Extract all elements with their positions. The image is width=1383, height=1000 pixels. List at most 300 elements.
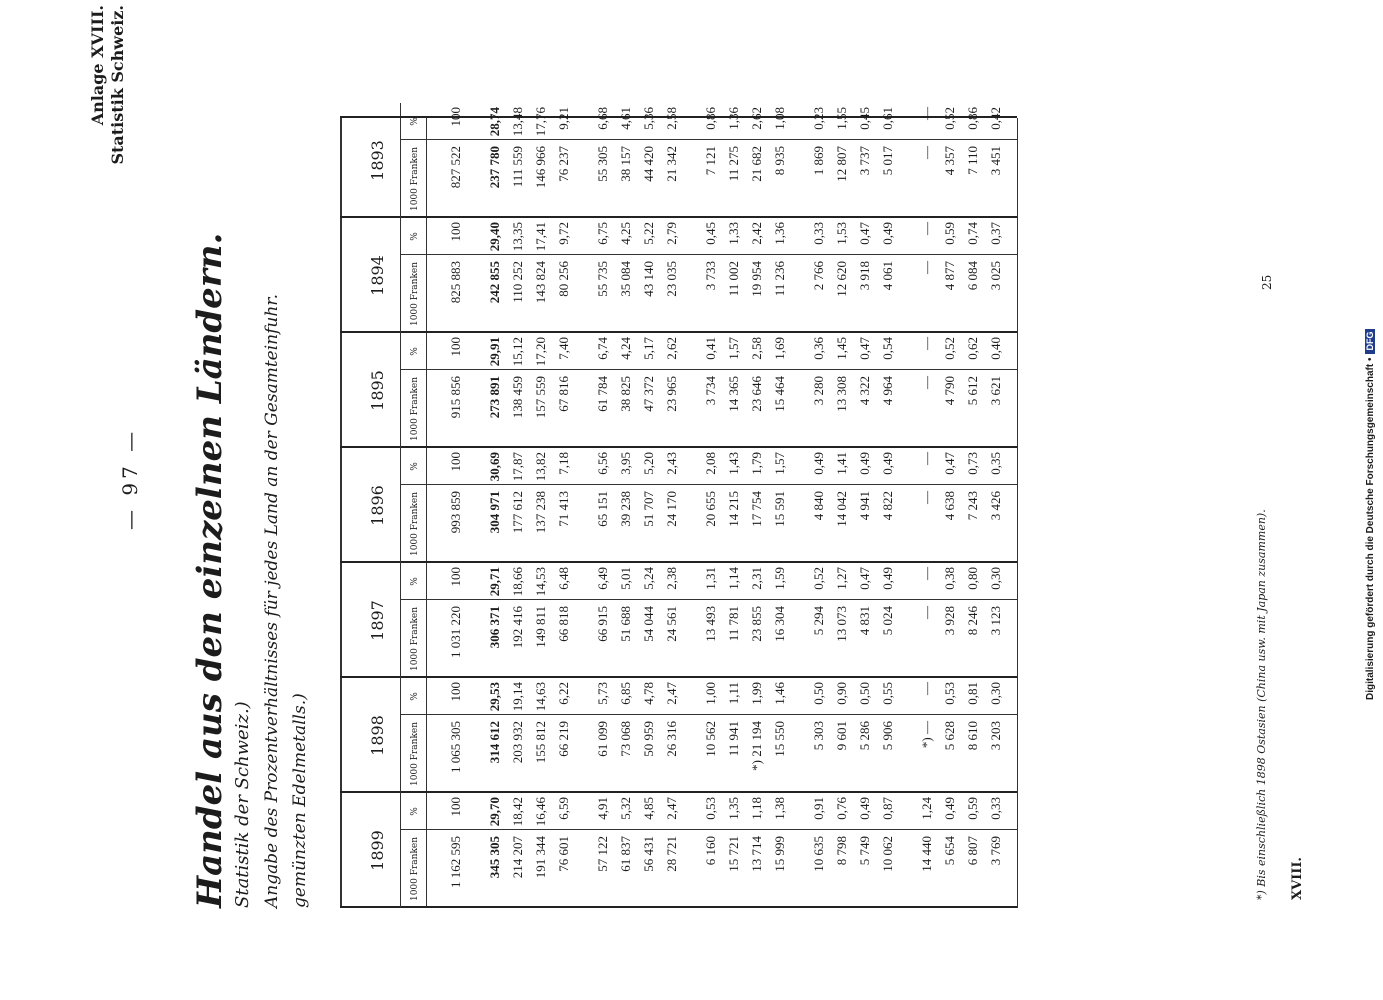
percent-cell: 2,62 [749, 107, 764, 130]
value-cell: 14 440 [919, 836, 934, 872]
percent-cell: 6,68 [595, 107, 610, 130]
year-header: 1896 [368, 485, 387, 526]
value-cell: 24 561 [664, 606, 679, 642]
percent-cell: 0,37 [988, 222, 1003, 245]
value-cell: 3 928 [942, 606, 957, 636]
percent-cell: 100 [448, 107, 463, 127]
value-cell: 146 966 [533, 146, 548, 189]
percent-cell: 1,31 [703, 567, 718, 590]
percent-cell: 9,21 [556, 107, 571, 130]
year-rule [400, 333, 401, 448]
digitization-text: Digitalisierung gefördert durch die Deutsche Forschungsgemeinschaft • [1365, 357, 1376, 700]
value-cell: 51 707 [641, 491, 656, 527]
value-cell: 13 493 [703, 606, 718, 642]
value-cell: 44 420 [641, 146, 656, 182]
percent-cell: 5,24 [641, 567, 656, 590]
percent-cell: 7,40 [556, 337, 571, 360]
percent-cell: 0,35 [988, 452, 1003, 475]
value-cell: 56 431 [641, 836, 656, 872]
percent-cell: — [919, 567, 934, 580]
value-cell: 3 123 [988, 606, 1003, 636]
value-cell: 80 256 [556, 261, 571, 297]
value-cell: 26 316 [664, 721, 679, 757]
value-cell: 71 413 [556, 491, 571, 527]
percent-cell: 1,59 [772, 567, 787, 590]
percent-cell: 5,17 [641, 337, 656, 360]
percent-cell: 1,00 [703, 682, 718, 705]
column-header-percent: % [410, 692, 420, 701]
percent-cell: 0,55 [880, 682, 895, 705]
percent-cell: 17,87 [510, 452, 525, 482]
percent-cell: 4,78 [641, 682, 656, 705]
percent-cell: — [919, 222, 934, 235]
percent-cell: 14,53 [533, 567, 548, 597]
percent-cell: 6,48 [556, 567, 571, 590]
year-header: 1895 [368, 370, 387, 411]
value-cell: 3 621 [988, 376, 1003, 406]
percent-cell: 2,42 [749, 222, 764, 245]
percent-cell: 0,49 [880, 567, 895, 590]
year-header: 1893 [368, 140, 387, 181]
value-cell: 1 065 305 [448, 721, 463, 773]
value-cell: 61 784 [595, 376, 610, 412]
value-cell: 12 620 [834, 261, 849, 297]
percent-cell: 13,48 [510, 107, 525, 137]
value-cell: *) 21 194 [749, 721, 764, 771]
value-cell: 23 035 [664, 261, 679, 297]
percent-cell: 0,47 [857, 567, 872, 590]
column-header-percent: % [410, 807, 420, 816]
percent-cell: 100 [448, 682, 463, 702]
percent-cell: 6,75 [595, 222, 610, 245]
percent-cell: 0,49 [880, 222, 895, 245]
value-cell: 61 837 [618, 836, 633, 872]
percent-cell: 2,43 [664, 452, 679, 475]
value-cell: 3 451 [988, 146, 1003, 176]
value-cell: 23 646 [749, 376, 764, 412]
value-cell: 13 714 [749, 836, 764, 872]
percent-cell: 28,74 [487, 107, 502, 137]
percent-cell: 1,36 [772, 222, 787, 245]
value-cell: 65 151 [595, 491, 610, 527]
description-line-1: Angabe des Prozentverhältnisses für jedes Land an der Gesamteinfuhr. [262, 294, 282, 908]
value-cell: 825 883 [448, 261, 463, 304]
value-cell: 51 688 [618, 606, 633, 642]
value-cell: 306 371 [487, 606, 502, 649]
value-cell: 3 734 [703, 376, 718, 406]
value-cell: — [919, 146, 934, 159]
value-cell: 16 304 [772, 606, 787, 642]
percent-cell: 1,43 [726, 452, 741, 475]
percent-cell: 30,69 [487, 452, 502, 482]
value-cell: 1 162 595 [448, 836, 463, 888]
column-header-percent: % [410, 347, 420, 356]
value-cell: 35 084 [618, 261, 633, 297]
percent-cell: 2,47 [664, 682, 679, 705]
column-header-value: 1000 Franken [410, 721, 420, 787]
value-cell: 76 601 [556, 836, 571, 872]
value-cell: 4 964 [880, 376, 895, 406]
value-cell: 23 855 [749, 606, 764, 642]
percent-cell: 0,76 [834, 797, 849, 820]
percent-cell: 5,22 [641, 222, 656, 245]
percent-cell: 29,91 [487, 337, 502, 367]
percent-cell: 0,49 [880, 452, 895, 475]
percent-cell: 0,30 [988, 567, 1003, 590]
value-cell: 5 024 [880, 606, 895, 636]
value-cell: 11 002 [726, 261, 741, 297]
value-cell: 8 935 [772, 146, 787, 176]
percent-cell: 2,79 [664, 222, 679, 245]
percent-cell: 1,27 [834, 567, 849, 590]
percent-cell: 0,59 [942, 222, 957, 245]
percent-cell: 1,36 [726, 107, 741, 130]
percent-cell: 2,58 [749, 337, 764, 360]
percent-cell: 13,35 [510, 222, 525, 252]
percent-cell: 3,95 [618, 452, 633, 475]
value-cell: 7 243 [965, 491, 980, 521]
percent-cell: 0,52 [811, 567, 826, 590]
value-cell: 5 749 [857, 836, 872, 866]
percent-cell: 9,72 [556, 222, 571, 245]
percent-cell: 0,90 [834, 682, 849, 705]
percent-cell: 6,85 [618, 682, 633, 705]
value-cell: 24 170 [664, 491, 679, 527]
value-cell: 54 044 [641, 606, 656, 642]
percent-cell: 0,52 [942, 107, 957, 130]
value-cell: 23 965 [664, 376, 679, 412]
percent-cell: 1,79 [749, 452, 764, 475]
percent-cell: 5,20 [641, 452, 656, 475]
percent-cell: 5,32 [618, 797, 633, 820]
value-cell: 66 915 [595, 606, 610, 642]
table-bottom-rule [1017, 118, 1018, 908]
percent-cell: 0,38 [942, 567, 957, 590]
percent-cell: 0,53 [703, 797, 718, 820]
percent-cell: 19,14 [510, 682, 525, 712]
percent-cell: 0,50 [811, 682, 826, 705]
value-cell: 155 812 [533, 721, 548, 764]
percent-cell: 2,38 [664, 567, 679, 590]
percent-cell: 0,33 [811, 222, 826, 245]
percent-cell: 0,87 [880, 797, 895, 820]
value-cell: 8 246 [965, 606, 980, 636]
value-cell: 1 031 220 [448, 606, 463, 658]
value-cell: 4 357 [942, 146, 957, 176]
column-header-value: 1000 Franken [410, 491, 420, 557]
percent-cell: 14,63 [533, 682, 548, 712]
year-header: 1898 [368, 715, 387, 756]
percent-cell: 2,62 [664, 337, 679, 360]
percent-cell: 100 [448, 337, 463, 357]
value-cell: — [919, 261, 934, 274]
value-cell: 4 840 [811, 491, 826, 521]
value-cell: 14 215 [726, 491, 741, 527]
value-cell: 10 635 [811, 836, 826, 872]
value-cell: 14 042 [834, 491, 849, 527]
value-cell: 10 062 [880, 836, 895, 872]
value-cell: 55 735 [595, 261, 610, 297]
value-cell: 6 807 [965, 836, 980, 866]
year-header: 1899 [368, 830, 387, 871]
value-cell: 192 416 [510, 606, 525, 649]
value-cell: 11 275 [726, 146, 741, 182]
value-cell: 47 372 [641, 376, 656, 412]
value-cell: 17 754 [749, 491, 764, 527]
appendix-number: Anlage XVIII. [88, 5, 107, 126]
percent-cell: 4,25 [618, 222, 633, 245]
value-cell: 11 236 [772, 261, 787, 297]
percent-cell: 100 [448, 452, 463, 472]
column-header-value: 1000 Franken [410, 261, 420, 327]
percent-cell: 4,85 [641, 797, 656, 820]
column-header-percent: % [410, 117, 420, 126]
value-cell: 203 932 [510, 721, 525, 764]
description-line-2: gemünzten Edelmetalls.) [290, 693, 310, 908]
sheet-number: 25 [1260, 274, 1274, 290]
value-cell: 76 237 [556, 146, 571, 182]
value-cell: 15 464 [772, 376, 787, 412]
value-cell: 4 822 [880, 491, 895, 521]
value-cell: 3 737 [857, 146, 872, 176]
value-cell: 110 252 [510, 261, 525, 303]
percent-cell: 18,42 [510, 797, 525, 827]
appendix-source: Statistik Schweiz. [108, 5, 127, 165]
percent-cell: 0,40 [988, 337, 1003, 360]
value-cell: 5 612 [965, 376, 980, 406]
value-cell: 73 068 [618, 721, 633, 757]
value-cell: 5 286 [857, 721, 872, 751]
percent-cell: 13,82 [533, 452, 548, 482]
percent-cell: 6,56 [595, 452, 610, 475]
percent-cell: 0,23 [811, 107, 826, 130]
value-cell: 38 157 [618, 146, 633, 182]
percent-cell: 0,47 [942, 452, 957, 475]
percent-cell: 0,33 [988, 797, 1003, 820]
percent-cell: 0,36 [811, 337, 826, 360]
value-cell: 191 344 [533, 836, 548, 879]
value-cell: 3 769 [988, 836, 1003, 866]
value-cell: — [919, 491, 934, 504]
percent-cell: 0,50 [857, 682, 872, 705]
value-cell: 143 824 [533, 261, 548, 304]
table-top-rule [340, 118, 342, 908]
percent-cell: 0,41 [703, 337, 718, 360]
percent-cell: 0,80 [965, 567, 980, 590]
percent-cell: 5,01 [618, 567, 633, 590]
percent-cell: 0,91 [811, 797, 826, 820]
value-cell: 214 207 [510, 836, 525, 879]
percent-cell: 0,54 [880, 337, 895, 360]
percent-cell: 1,18 [749, 797, 764, 820]
percent-cell: 29,40 [487, 222, 502, 252]
footnote: *) Bis einschließlich 1898 Ostasien (China usw. mit Japan zusammen). [1255, 509, 1268, 900]
value-cell: 4 322 [857, 376, 872, 406]
value-cell: 149 811 [533, 606, 548, 648]
percent-cell: 17,20 [533, 337, 548, 367]
value-cell: 11 781 [726, 606, 741, 642]
percent-cell: 0,49 [857, 452, 872, 475]
percent-cell: 6,22 [556, 682, 571, 705]
value-cell: 61 099 [595, 721, 610, 757]
percent-cell: 1,35 [726, 797, 741, 820]
percent-cell: 0,86 [965, 107, 980, 130]
year-rule [400, 103, 401, 218]
value-cell: 28 721 [664, 836, 679, 872]
percent-cell: 1,41 [834, 452, 849, 475]
column-header-percent: % [410, 577, 420, 586]
percent-cell: 1,24 [919, 797, 934, 820]
value-cell: 177 612 [510, 491, 525, 534]
percent-cell: 0,52 [942, 337, 957, 360]
percent-cell: 16,46 [533, 797, 548, 827]
percent-cell: 1,33 [726, 222, 741, 245]
value-cell: 15 999 [772, 836, 787, 872]
percent-cell: 5,36 [641, 107, 656, 130]
percent-cell: 0,59 [965, 797, 980, 820]
year-header: 1894 [368, 255, 387, 296]
percent-cell: 29,53 [487, 682, 502, 712]
value-cell: 13 073 [834, 606, 849, 642]
value-cell: 15 591 [772, 491, 787, 527]
value-cell: 3 918 [857, 261, 872, 291]
percent-cell: 7,18 [556, 452, 571, 475]
value-cell: 39 238 [618, 491, 633, 527]
percent-cell: 100 [448, 222, 463, 242]
percent-cell: 0,42 [988, 107, 1003, 130]
percent-cell: 1,11 [726, 682, 741, 705]
digitization-note [1365, 329, 1376, 700]
value-cell: 3 025 [988, 261, 1003, 291]
percent-cell: 1,46 [772, 682, 787, 705]
value-cell: 345 305 [487, 836, 502, 879]
value-cell: 43 140 [641, 261, 656, 297]
value-cell: 12 807 [834, 146, 849, 182]
value-cell: 314 612 [487, 721, 502, 764]
percent-cell: 0,74 [965, 222, 980, 245]
value-cell: 993 859 [448, 491, 463, 534]
page-number: — 97 — [118, 427, 142, 530]
signature-mark: XVIII. [1290, 857, 1305, 900]
year-rule [400, 793, 401, 908]
percent-cell: 1,14 [726, 567, 741, 590]
percent-cell: 1,57 [726, 337, 741, 360]
percent-cell: 0,49 [942, 797, 957, 820]
percent-cell: 2,08 [703, 452, 718, 475]
source-note: Statistik der Schweiz.) [232, 701, 253, 908]
percent-cell: 1,99 [749, 682, 764, 705]
value-cell: 3 426 [988, 491, 1003, 521]
percent-cell: 1,08 [772, 107, 787, 130]
value-cell: 3 203 [988, 721, 1003, 751]
percent-cell: 2,58 [664, 107, 679, 130]
value-cell: 21 682 [749, 146, 764, 182]
value-cell: 5 294 [811, 606, 826, 636]
year-header: 1897 [368, 600, 387, 641]
percent-cell: 0,45 [703, 222, 718, 245]
value-cell: 57 122 [595, 836, 610, 872]
column-header-value: 1000 Franken [410, 376, 420, 442]
percent-cell: 0,30 [988, 682, 1003, 705]
value-cell: 137 238 [533, 491, 548, 534]
value-cell: 3 280 [811, 376, 826, 406]
percent-cell: 0,49 [811, 452, 826, 475]
value-cell: 21 342 [664, 146, 679, 182]
percent-cell: 100 [448, 567, 463, 587]
value-cell: 15 550 [772, 721, 787, 757]
percent-cell: 18,66 [510, 567, 525, 597]
percent-cell: 17,76 [533, 107, 548, 137]
value-cell: 38 825 [618, 376, 633, 412]
percent-cell: 2,47 [664, 797, 679, 820]
value-cell: 237 780 [487, 146, 502, 189]
percent-cell: 4,24 [618, 337, 633, 360]
percent-cell: — [919, 682, 934, 695]
value-cell: 6 084 [965, 261, 980, 291]
percent-cell: 0,81 [965, 682, 980, 705]
percent-cell: 0,62 [965, 337, 980, 360]
column-header-percent: % [410, 462, 420, 471]
percent-cell: 100 [448, 797, 463, 817]
percent-cell: 1,38 [772, 797, 787, 820]
percent-cell: 15,12 [510, 337, 525, 367]
percent-cell: 0,49 [857, 797, 872, 820]
value-cell: 6 160 [703, 836, 718, 866]
percent-cell: — [919, 452, 934, 465]
value-cell: *) — [919, 721, 934, 749]
value-cell: 20 655 [703, 491, 718, 527]
value-cell: 66 818 [556, 606, 571, 642]
percent-cell: — [919, 337, 934, 350]
column-header-value: 1000 Franken [410, 606, 420, 672]
year-rule [400, 448, 401, 563]
value-cell: — [919, 606, 934, 619]
value-cell: 4 831 [857, 606, 872, 636]
percent-cell: 17,41 [533, 222, 548, 252]
value-cell: 304 971 [487, 491, 502, 534]
value-cell: 5 628 [942, 721, 957, 751]
value-cell: 1 869 [811, 146, 826, 176]
value-cell: 14 365 [726, 376, 741, 412]
value-cell: 273 891 [487, 376, 502, 419]
value-cell: 4 638 [942, 491, 957, 521]
value-cell: 19 954 [749, 261, 764, 297]
percent-cell: 6,74 [595, 337, 610, 360]
dfg-logo: DFG [1365, 329, 1375, 354]
percent-cell: 0,47 [857, 337, 872, 360]
value-cell: 10 562 [703, 721, 718, 757]
percent-cell: 0,73 [965, 452, 980, 475]
percent-cell: 0,47 [857, 222, 872, 245]
table-header-rule [426, 118, 427, 908]
page-title: Handel aus den einzelnen Ländern. [190, 232, 230, 908]
percent-cell: 4,61 [618, 107, 633, 130]
value-cell: 827 522 [448, 146, 463, 189]
value-cell: 5 906 [880, 721, 895, 751]
value-cell: 15 721 [726, 836, 741, 872]
percent-cell: 1,69 [772, 337, 787, 360]
percent-cell: 1,55 [834, 107, 849, 130]
percent-cell: — [919, 107, 934, 120]
value-cell: 13 308 [834, 376, 849, 412]
value-cell: — [919, 376, 934, 389]
value-cell: 2 766 [811, 261, 826, 291]
value-cell: 4 877 [942, 261, 957, 291]
value-cell: 4 061 [880, 261, 895, 291]
value-cell: 7 121 [703, 146, 718, 176]
value-cell: 7 110 [965, 146, 980, 175]
percent-cell: 6,59 [556, 797, 571, 820]
